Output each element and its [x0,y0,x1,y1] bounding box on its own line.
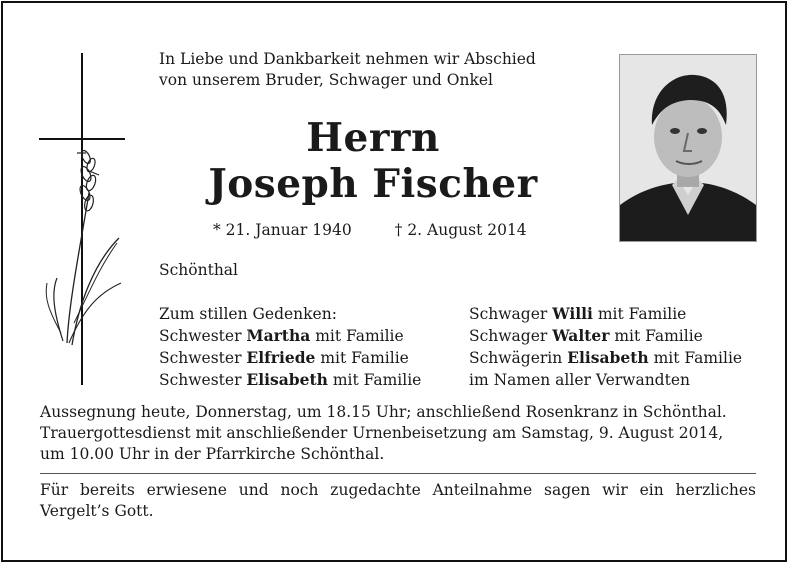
intro-line-1: In Liebe und Dankbarkeit nehmen wir Abschied [159,50,536,68]
thanks-text: Für bereits erwiesene und noch zugedachte Anteilnahme sagen wir ein herzliches Vergelt’s Gott. [40,481,756,520]
mourners-right [469,303,742,391]
divider [40,473,756,474]
service-line-2: Trauergottesdienst mit anschließender Urnenbeisetzung am Samstag, 9. August 2014, [40,424,724,442]
honorific: Herrn [306,115,440,161]
mourners-left [159,303,421,391]
service-line-1: Aussegnung heute, Donnerstag, um 18.15 Uhr; anschließend Rosenkranz in Schönthal. [40,403,727,421]
portrait-photo [619,54,757,242]
deceased-name: Joseph Fischer [208,161,538,207]
intro-line-2: von unserem Bruder, Schwager und Onkel [159,71,493,89]
life-dates [213,221,565,239]
intro-text [159,49,599,91]
death-date: † 2. August 2014 [394,221,527,239]
mourner-line: Schwester Elisabeth mit Familie [159,370,422,389]
birth-date: * 21. Januar 1940 [213,221,352,239]
mourner-line: im Namen aller Verwandten [469,371,690,389]
mourner-line: Schwester Elfriede mit Familie [159,348,409,367]
mourner-line: Schwester Martha mit Familie [159,326,404,345]
mourner-line: Zum stillen Gedenken: [159,305,337,323]
obituary-notice [1,1,787,562]
place: Schönthal [159,261,239,279]
cross-with-wheat-icon [39,53,129,392]
mourner-line: Schwager Walter mit Familie [469,326,703,345]
service-line-3: um 10.00 Uhr in der Pfarrkirche Schönthal. [40,445,385,463]
service-details [40,402,760,465]
mourner-line: Schwager Willi mit Familie [469,304,687,323]
mourner-line: Schwägerin Elisabeth mit Familie [469,348,743,367]
